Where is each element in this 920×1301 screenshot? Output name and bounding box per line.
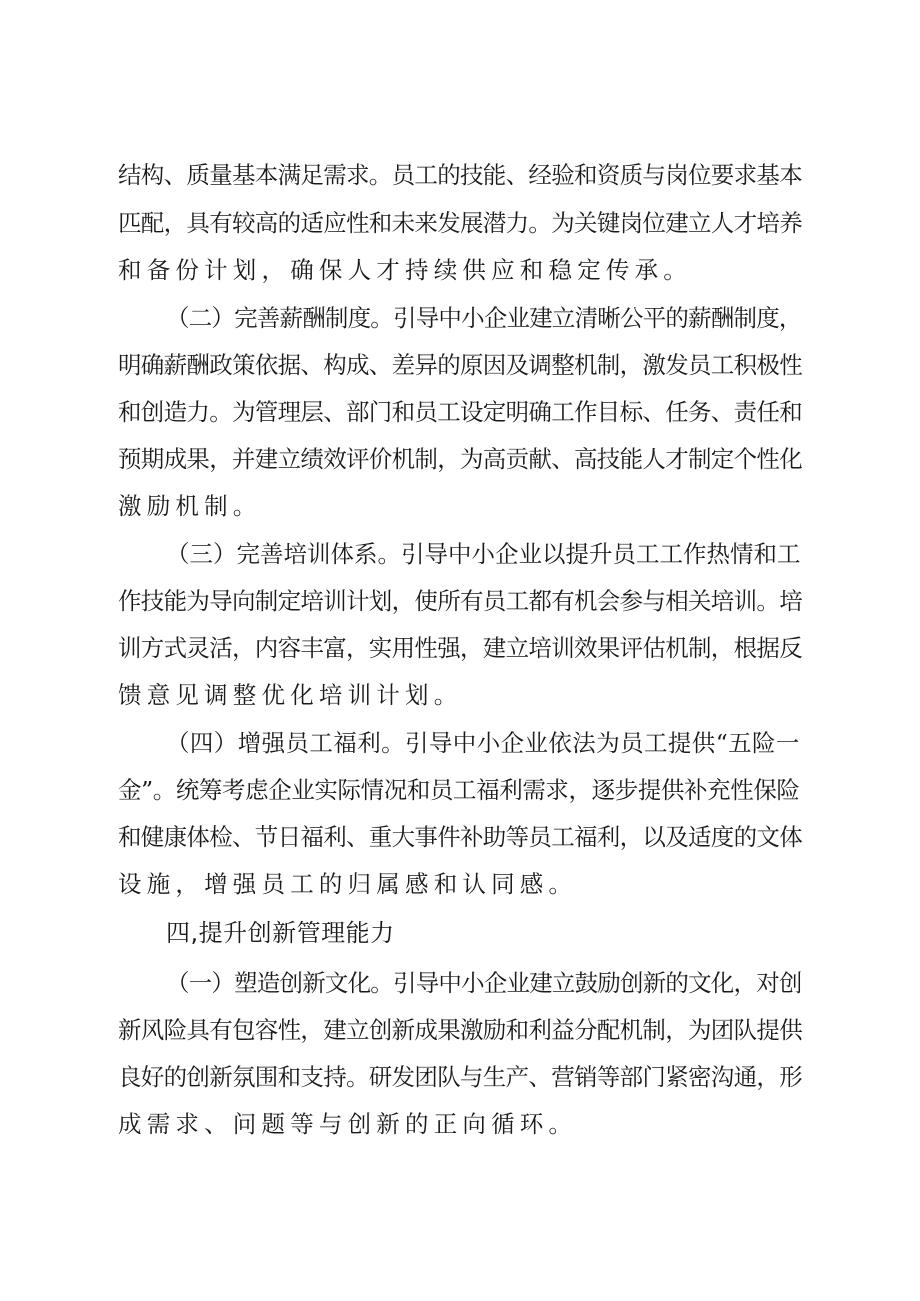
text-line: 和健康体检、节日福利、重大事件补助等员工福利，以及适度的文体 <box>118 823 802 851</box>
text-line: 金”。统筹考虑企业实际情况和员工福利需求，逐步提供补充性保险 <box>118 776 800 804</box>
text-line: 和创造力。为管理层、部门和员工设定明确工作目标、任务、责任和 <box>118 398 802 426</box>
text-line: （四）增强员工福利。引导中小企业依法为员工提供“五险一 <box>166 729 800 757</box>
text-line: 新风险具有包容性，建立创新成果激励和利益分配机制，为团队提供 <box>118 1016 802 1044</box>
text-line: 成需求、问题等与创新的正向循环。 <box>118 1110 578 1138</box>
text-line: 和备份计划，确保人才持续供应和稳定传承。 <box>118 256 692 284</box>
text-line: 结构、质量基本满足需求。员工的技能、经验和资质与岗位要求基本 <box>118 161 802 189</box>
text-line: 明确薪酬政策依据、构成、差异的原因及调整机制，激发员工积极性 <box>118 351 802 379</box>
text-line: 良好的创新氛围和支持。研发团队与生产、营销等部门紧密沟通，形 <box>118 1063 802 1091</box>
text-line: 匹配，具有较高的适应性和未来发展潜力。为关键岗位建立人才培养 <box>118 209 802 237</box>
text-line: （二）完善薪酬制度。引导中小企业建立清晰公平的薪酬制度， <box>166 304 802 332</box>
text-line: 设施，增强员工的归属感和认同感。 <box>118 870 578 898</box>
text-line: 预期成果，并建立绩效评价机制，为高贡献、高技能人才制定个性化 <box>118 445 802 473</box>
section-heading: 四,提升创新管理能力 <box>166 919 395 947</box>
text-line: （一）塑造创新文化。引导中小企业建立鼓励创新的文化，对创 <box>166 969 802 997</box>
text-line: 作技能为导向制定培训计划，使所有员工都有机会参与相关培训。培 <box>118 587 802 615</box>
text-line: 馈意见调整优化培训计划。 <box>118 681 463 709</box>
text-line: （三）完善培训体系。引导中小企业以提升员工工作热情和工 <box>166 540 801 568</box>
text-line: 激励机制。 <box>118 492 262 520</box>
text-line: 训方式灵活，内容丰富，实用性强，建立培训效果评估机制，根据反 <box>118 634 802 662</box>
